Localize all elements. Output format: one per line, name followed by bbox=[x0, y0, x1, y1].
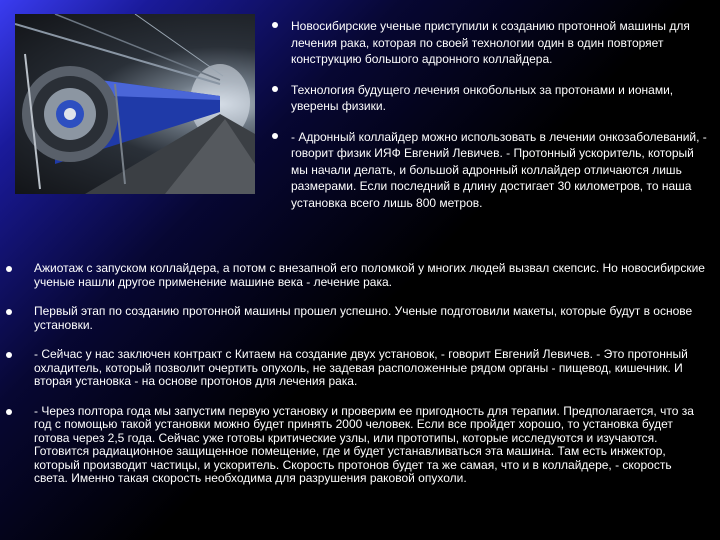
list-item-text: Новосибирские ученые приступили к созданию протонной машины для лечения рака, которая по своей технологии один в один повторяет конструкцию большого адронного коллайдера. bbox=[291, 19, 690, 66]
list-item bbox=[6, 348, 708, 389]
list-item-text: Технология будущего лечения онкобольных за протонами и ионами, уверены физики. bbox=[291, 82, 674, 113]
list-item bbox=[272, 82, 712, 115]
list-item-text: - Через полтора года мы запустим первую установку и проверим ее пригодность для терапии. Предполагается, что за год с помощью такой установки можно будет принять 2000 человек. Если все пройдет хорошо, то установка будет готова через 2,5 года. Сейчас уже готовы критические узлы, или прототипы, которые исследуются и изучаются. Готовится радиационное защищенное помещение, где и будет устанавливаться эта машина. Там есть инжектор, который производит частицы, и ускоритель. Скорость протонов будет та же самая, что и в коллайдере, - скорость света. Именно такая скорость необходима для разрушения раковой опухоли. bbox=[34, 403, 694, 485]
list-item-text: - Адронный коллайдер можно использовать в лечении онкозаболеваний, - говорит физик ИЯФ Евгений Левичев. - Протонный ускоритель, который мы начали делать, и большой адронный коллайдер отличаются лишь размерами. Если последний в длину достигает 30 километров, то наша установка всего лишь 800 метров. bbox=[291, 129, 707, 210]
bottom-bullet-list bbox=[6, 262, 708, 502]
bullet-icon bbox=[6, 409, 12, 415]
list-item-text: Ажиотаж с запуском коллайдера, а потом с внезапной его поломкой у многих людей вызвал скепсис. Но новосибирские ученые нашли другое применение машине века - лечение рака. bbox=[34, 261, 705, 289]
bullet-icon bbox=[272, 86, 278, 92]
list-item bbox=[6, 405, 708, 486]
top-bullet-list bbox=[272, 18, 712, 225]
list-item-text: - Сейчас у нас заключен контракт с Китаем на создание двух установок, - говорит Евгений Левичев. - Это протонный охладитель, который позволит очертить опухоль, не задевая расположенные рядом органы - пищевод, кишечник. И вторая установка - на основе протонов для лечения рака. bbox=[34, 347, 688, 388]
list-item bbox=[272, 18, 712, 68]
bullet-icon bbox=[6, 266, 12, 272]
list-item bbox=[6, 305, 708, 332]
collider-tunnel-illustration bbox=[15, 14, 255, 194]
collider-tunnel-photo bbox=[15, 14, 255, 194]
list-item-text: Первый этап по созданию протонной машины прошел успешно. Ученые подготовили макеты, которые будут в основе установки. bbox=[34, 304, 693, 332]
bullet-icon bbox=[272, 133, 278, 139]
bullet-icon bbox=[6, 352, 12, 358]
list-item bbox=[6, 262, 708, 289]
bullet-icon bbox=[272, 22, 278, 28]
list-item bbox=[272, 129, 712, 212]
bullet-icon bbox=[6, 309, 12, 315]
